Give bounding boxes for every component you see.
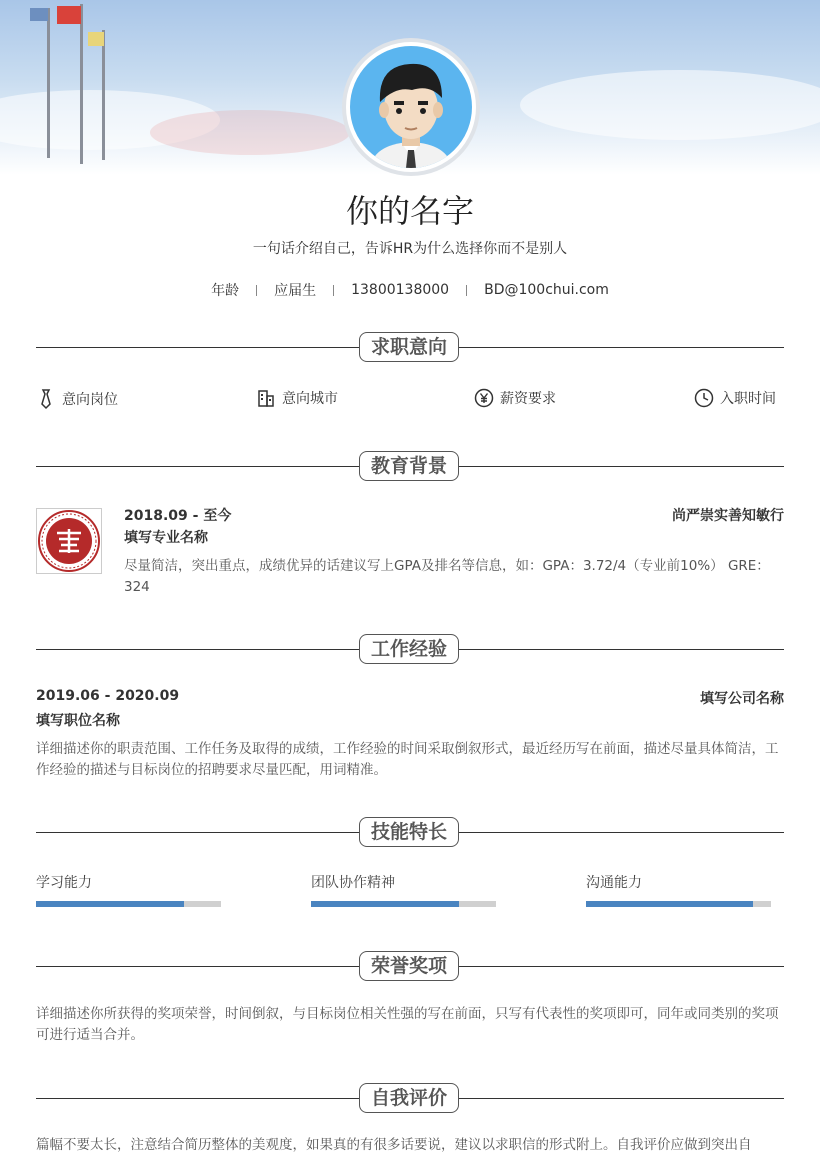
intent-position	[36, 388, 118, 410]
flag-icon	[88, 32, 104, 46]
tie-icon	[36, 388, 56, 410]
intent-start	[694, 388, 776, 408]
education-school: 尚严崇实善知敏行	[672, 508, 784, 524]
section-header-honors	[36, 951, 784, 983]
section-title: 荣誉奖项	[359, 951, 459, 981]
work-company: 填写公司名称	[700, 691, 784, 707]
skill-bar-fill	[311, 901, 459, 907]
school-emblem-icon	[37, 509, 101, 573]
flag-icon	[57, 6, 81, 24]
education-description: 尽量简洁，突出重点，成绩优异的话建议写上GPA及排名等信息，如：GPA：3.72/4（专业前10%） GRE：324	[124, 558, 770, 595]
flag-icon	[30, 8, 48, 21]
section-header-self	[36, 1083, 784, 1115]
section-title: 工作经验	[359, 634, 459, 664]
meta-status: 应届生	[274, 283, 317, 299]
divider	[333, 285, 334, 296]
intent-start-label: 入职时间	[720, 391, 776, 407]
skill-bar-fill	[586, 901, 753, 907]
school-logo	[36, 508, 102, 574]
divider	[466, 285, 467, 296]
section-title: 自我评价	[359, 1083, 459, 1113]
avatar	[346, 42, 476, 172]
section-header-skills	[36, 817, 784, 849]
work-description: 详细描述你的职责范围、工作任务及取得的成绩，工作经验的时间采取倒叙形式，最近经历写在前面，描述尽量具体简洁，工作经验的描述与目标岗位的招聘要求尽量匹配，用词精准。	[36, 741, 779, 778]
self-description: 篇幅不要太长，注意结合简历整体的美观度，如果真的有很多话要说，建议以求职信的形式附上。自我评价应做到突出自	[36, 1137, 752, 1153]
clock-icon	[694, 388, 714, 408]
section-title: 技能特长	[359, 817, 459, 847]
skill-name: 学习能力	[36, 875, 92, 891]
skill-bar-fill	[36, 901, 184, 907]
skill-bar	[586, 901, 771, 907]
section-title: 求职意向	[359, 332, 459, 362]
intent-salary	[474, 388, 556, 408]
meta-phone[interactable]: 13800138000	[351, 282, 450, 298]
intent-city	[256, 388, 338, 408]
contact-meta	[0, 280, 820, 300]
section-header-intent	[36, 332, 784, 364]
honors-description: 详细描述你所获得的奖项荣誉，时间倒叙，与目标岗位相关性强的写在前面，只写有代表性的奖项即可，同年或同类别的奖项可进行适当合并。	[36, 1006, 779, 1043]
work-date: 2019.06 - 2020.09	[36, 688, 180, 704]
meta-age: 年龄	[211, 283, 240, 299]
yen-icon	[474, 388, 494, 408]
intent-city-label: 意向城市	[282, 391, 338, 407]
building-icon	[256, 388, 276, 408]
section-header-education	[36, 451, 784, 483]
intro-line: 一句话介绍自己，告诉HR为什么选择你而不是别人	[252, 241, 568, 257]
skill-name: 团队协作精神	[311, 875, 395, 891]
work-title: 填写职位名称	[36, 713, 120, 729]
skill-bar	[311, 901, 496, 907]
intent-salary-label: 薪资要求	[500, 391, 556, 407]
intent-position-label: 意向岗位	[62, 392, 118, 408]
education-date: 2018.09 - 至今	[124, 508, 232, 524]
skill-name: 沟通能力	[586, 875, 642, 891]
section-title: 教育背景	[359, 451, 459, 481]
candidate-name: 你的名字	[345, 192, 474, 230]
meta-email[interactable]: BD@100chui.com	[484, 282, 609, 298]
section-header-work	[36, 634, 784, 666]
education-major: 填写专业名称	[124, 530, 208, 546]
divider	[256, 285, 257, 296]
avatar-illustration-icon	[350, 46, 472, 168]
skill-bar	[36, 901, 221, 907]
